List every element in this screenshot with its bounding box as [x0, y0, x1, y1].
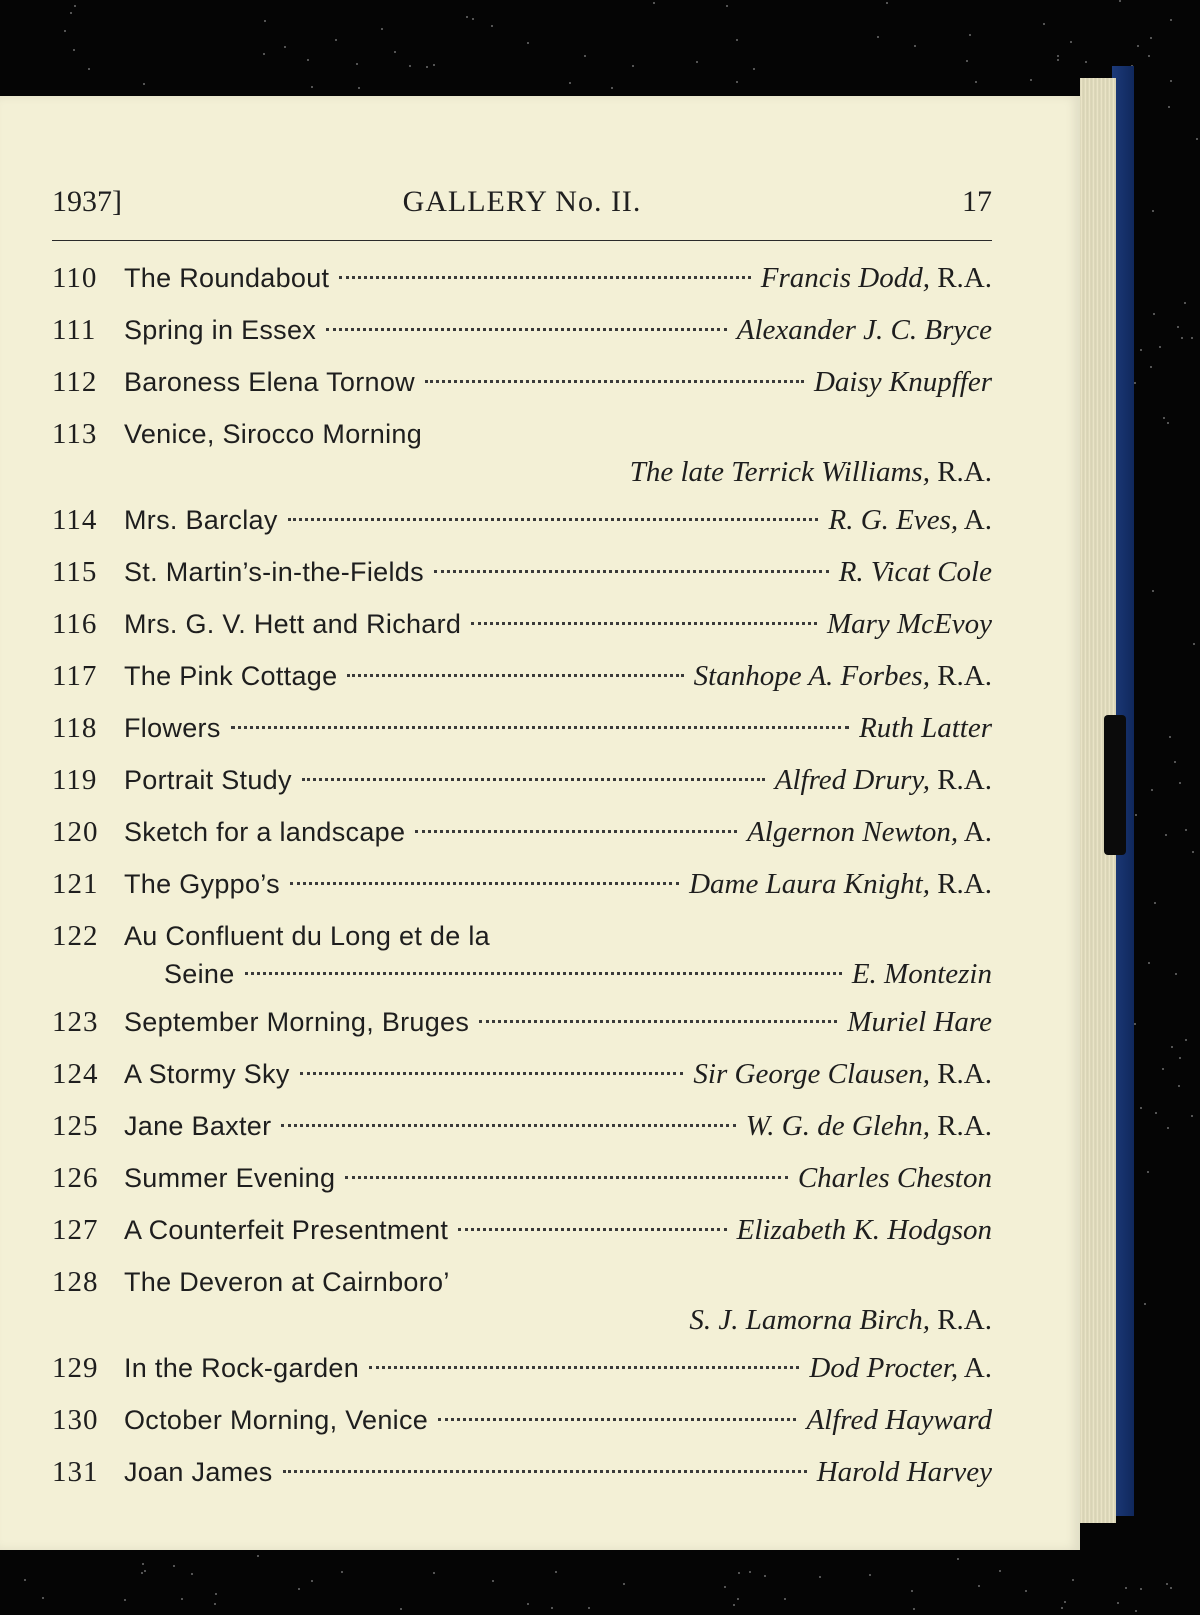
bookmark-ribbon: [1104, 715, 1126, 855]
dot-leader: [231, 726, 849, 729]
background-speck: [1125, 1587, 1127, 1589]
artist-name-text: E. Montezin: [851, 958, 992, 990]
background-speck: [555, 1571, 557, 1573]
artist-name: [694, 660, 992, 693]
dot-leader: [245, 972, 842, 975]
dot-leader: [283, 1470, 807, 1473]
work-title: Baroness Elena Tornow: [124, 367, 415, 397]
artist-name: [827, 608, 992, 641]
background-speck: [70, 12, 72, 14]
artist-honours: R.A.: [937, 1304, 992, 1336]
catalogue-entry: [52, 1404, 992, 1442]
artist-honours: A.: [963, 1352, 992, 1384]
background-speck: [1057, 55, 1059, 57]
work-title: The Gyppo’s: [124, 869, 280, 899]
catalogue-number: 115: [52, 556, 98, 588]
artist-name-text: Mary McEvoy: [826, 608, 992, 640]
background-speck: [472, 18, 474, 20]
background-speck: [1170, 1587, 1172, 1589]
background-speck: [1137, 45, 1139, 47]
background-speck: [409, 65, 411, 67]
background-speck: [1191, 1115, 1193, 1117]
background-speck: [24, 1579, 26, 1581]
dot-leader: [288, 518, 819, 521]
background-speck: [653, 2, 655, 4]
background-speck: [764, 1575, 766, 1577]
work-title: Mrs. G. V. Hett and Richard: [124, 609, 462, 639]
background-speck: [298, 1588, 300, 1590]
background-speck: [1178, 1085, 1180, 1087]
background-speck: [466, 16, 468, 18]
catalogue-entry: [52, 1058, 992, 1096]
background-speck: [1170, 80, 1172, 82]
background-speck: [1140, 349, 1142, 351]
artist-name-text: R. Vicat Cole: [838, 556, 992, 588]
artist-name: [852, 958, 992, 991]
work-title: In the Rock-garden: [124, 1353, 360, 1383]
background-speck: [957, 1558, 959, 1560]
artist-name-text: S. J. Lamorna Birch,: [689, 1304, 930, 1336]
artist-name-text: Alexander J. C. Bryce: [736, 314, 992, 346]
background-speck: [1174, 761, 1176, 763]
background-speck: [749, 1571, 751, 1573]
background-speck: [1196, 138, 1198, 140]
background-speck: [433, 1572, 435, 1574]
artist-name: [814, 366, 992, 399]
background-speck: [914, 45, 916, 47]
background-speck: [64, 30, 66, 32]
artist-name-text: Francis Dodd,: [760, 262, 930, 294]
background-speck: [1155, 1112, 1157, 1114]
artist-name: [693, 1058, 992, 1091]
artist-honours: R.A.: [937, 456, 992, 488]
background-speck: [1064, 1601, 1066, 1603]
background-speck: [1175, 973, 1177, 975]
background-speck: [1043, 23, 1045, 25]
dot-leader: [281, 1124, 735, 1127]
work-title: Venice, Sirocco Morning: [124, 419, 423, 449]
catalogue-number: 124: [52, 1058, 99, 1090]
background-speck: [726, 5, 728, 7]
background-speck: [1072, 1579, 1074, 1581]
artist-name-text: Sir George Clausen,: [693, 1058, 930, 1090]
catalogue-number: 118: [52, 712, 98, 744]
artist-name-text: Dod Procter,: [809, 1352, 959, 1384]
dot-leader: [458, 1228, 726, 1231]
catalogue-number: 125: [52, 1110, 99, 1142]
artist-name-text: Alfred Drury,: [774, 764, 930, 796]
background-speck: [978, 1585, 980, 1587]
catalogue-number: 119: [52, 764, 98, 796]
background-speck: [819, 1576, 821, 1578]
background-speck: [264, 20, 266, 22]
work-title: Joan James: [124, 1457, 273, 1487]
background-speck: [1148, 962, 1150, 964]
background-speck: [784, 1598, 786, 1600]
work-title: Flowers: [124, 713, 221, 743]
background-speck: [877, 36, 879, 38]
work-title: St. Martin’s-in-the-Fields: [124, 557, 424, 587]
artist-name-text: Elizabeth K. Hodgson: [736, 1214, 992, 1246]
background-speck: [173, 1565, 175, 1567]
work-title: The Deveron at Cairnboro’: [124, 1267, 450, 1297]
artist-name-text: Charles Cheston: [797, 1162, 992, 1194]
background-speck: [611, 87, 613, 89]
artist-name-text: The late Terrick Williams,: [629, 456, 930, 488]
background-speck: [74, 5, 76, 7]
background-speck: [191, 1573, 193, 1575]
work-title: Mrs. Barclay: [124, 505, 278, 535]
artist-name-text: Stanhope A. Forbes,: [693, 660, 930, 692]
background-speck: [733, 1604, 735, 1606]
catalogue-entry: [52, 366, 992, 404]
background-speck: [623, 1583, 625, 1585]
dot-leader: [369, 1366, 799, 1369]
background-speck: [911, 1590, 913, 1592]
background-speck: [1135, 1610, 1137, 1612]
artist-name: [859, 712, 992, 745]
artist-honours: R.A.: [937, 764, 992, 796]
dot-leader: [290, 882, 679, 885]
background-speck: [1152, 590, 1154, 592]
background-speck: [1119, 0, 1121, 2]
catalogue-entry: [52, 556, 992, 594]
artist-name: [817, 1456, 992, 1489]
background-speck: [999, 1570, 1001, 1572]
background-speck: [492, 1580, 494, 1582]
background-speck: [696, 61, 698, 63]
dot-leader: [415, 830, 737, 833]
dot-leader: [479, 1020, 837, 1023]
artist-honours: A.: [963, 816, 992, 848]
artist-name: [806, 1404, 992, 1437]
background-speck: [311, 1580, 313, 1582]
background-speck: [335, 39, 337, 41]
background-speck: [143, 83, 145, 85]
work-title: The Roundabout: [124, 263, 330, 293]
background-speck: [1070, 41, 1072, 43]
catalogue-entry: [52, 262, 992, 300]
header-title: GALLERY No. II.: [402, 185, 642, 218]
running-header: [52, 185, 992, 229]
work-title: Spring in Essex: [124, 315, 317, 345]
work-title: Jane Baxter: [124, 1111, 272, 1141]
catalogue-number: 130: [52, 1404, 99, 1436]
artist-name-text: R. G. Eves,: [828, 504, 959, 536]
background-speck: [1153, 313, 1155, 315]
catalogue-number: 131: [52, 1456, 99, 1488]
background-speck: [1168, 106, 1170, 108]
background-speck: [886, 2, 888, 4]
background-speck: [1030, 79, 1032, 81]
background-speck: [1179, 1057, 1181, 1059]
dot-leader: [302, 778, 765, 781]
background-speck: [263, 53, 265, 55]
background-speck: [214, 1603, 216, 1605]
background-speck: [569, 82, 571, 84]
catalogue-number: 120: [52, 816, 99, 848]
background-speck: [969, 34, 971, 36]
background-speck: [736, 39, 738, 41]
dot-leader: [345, 1176, 788, 1179]
background-speck: [588, 1607, 590, 1609]
work-title: September Morning, Bruges: [124, 1007, 470, 1037]
catalogue-entry: [52, 712, 992, 750]
work-title: Summer Evening: [124, 1163, 336, 1193]
background-speck: [1057, 59, 1059, 61]
background-speck: [307, 59, 309, 61]
artist-name: [630, 456, 992, 489]
artist-name-text: Daisy Knupffer: [813, 366, 992, 398]
background-speck: [632, 65, 634, 67]
artist-name: [775, 764, 992, 797]
background-speck: [1181, 337, 1183, 339]
background-speck: [584, 55, 586, 57]
background-speck: [1191, 337, 1193, 339]
catalogue-number: 128: [52, 1266, 99, 1298]
artist-honours: R.A.: [937, 660, 992, 692]
background-speck: [1144, 1303, 1146, 1305]
catalogue-entry: [52, 1214, 992, 1252]
background-speck: [1169, 736, 1171, 738]
background-speck: [400, 1608, 402, 1610]
work-title: Portrait Study: [124, 765, 292, 795]
artist-name: [809, 1352, 992, 1385]
artist-name: [689, 1304, 992, 1337]
catalogue-entry: [52, 504, 992, 542]
artist-name: [761, 262, 992, 295]
dot-leader: [438, 1418, 796, 1421]
background-speck: [1154, 902, 1156, 904]
background-speck: [1140, 1588, 1142, 1590]
background-speck: [124, 1599, 126, 1601]
background-speck: [1085, 61, 1087, 63]
background-speck: [42, 1597, 44, 1599]
artist-name-text: Dame Laura Knight,: [689, 868, 930, 900]
background-speck: [869, 1574, 871, 1576]
artist-name: [737, 1214, 992, 1247]
background-speck: [1193, 643, 1195, 645]
background-speck: [341, 1571, 343, 1573]
background-speck: [394, 51, 396, 53]
background-speck: [356, 63, 358, 65]
background-speck: [433, 64, 435, 66]
catalogue-entry: [52, 1162, 992, 1200]
artist-name: [747, 816, 992, 849]
catalogue-entry: [52, 816, 992, 854]
catalogue-entry: [52, 1006, 992, 1044]
catalogue-entry: [52, 608, 992, 646]
catalogue-entry: [52, 1110, 992, 1148]
dot-leader: [347, 674, 683, 677]
background-speck: [753, 68, 755, 70]
artist-name-text: Muriel Hare: [847, 1006, 992, 1038]
artist-name-text: Ruth Latter: [859, 712, 992, 744]
catalogue-entry: [52, 1266, 992, 1338]
artist-name-text: W. G. de Glehn,: [745, 1110, 930, 1142]
artist-honours: R.A.: [937, 1110, 992, 1142]
artist-name: [839, 556, 992, 589]
page-number: 17: [962, 185, 992, 218]
background-speck: [527, 1603, 529, 1605]
background-speck: [1177, 326, 1179, 328]
background-speck: [311, 86, 313, 88]
dot-leader: [326, 328, 727, 331]
dot-leader: [339, 276, 750, 279]
catalogue-number: 121: [52, 868, 99, 900]
catalogue-entry: [52, 764, 992, 802]
background-speck: [738, 1572, 740, 1574]
catalogue-number: 127: [52, 1214, 99, 1246]
catalogue-number: 129: [52, 1352, 99, 1384]
artist-name: [847, 1006, 992, 1039]
background-speck: [1134, 382, 1136, 384]
background-speck: [1152, 210, 1154, 212]
catalogue-entry: [52, 660, 992, 698]
background-speck: [1162, 1068, 1164, 1070]
artist-name: [828, 504, 992, 537]
dot-leader: [425, 380, 804, 383]
catalogue-entry: [52, 920, 992, 992]
background-speck: [88, 68, 90, 70]
background-speck: [1171, 1046, 1173, 1048]
background-speck: [1167, 422, 1169, 424]
background-speck: [1134, 1023, 1136, 1025]
background-speck: [1148, 55, 1150, 57]
catalogue-entry: [52, 1456, 992, 1494]
background-speck: [1185, 829, 1187, 831]
background-speck: [1117, 1602, 1119, 1604]
background-speck: [1163, 417, 1165, 419]
background-speck: [1166, 1583, 1168, 1585]
catalogue-number: 110: [52, 262, 98, 294]
header-year: 1937]: [52, 185, 122, 218]
background-speck: [966, 60, 968, 62]
background-speck: [527, 42, 529, 44]
catalogue-number: 122: [52, 920, 99, 952]
dot-leader: [300, 1072, 684, 1075]
work-title: Sketch for a landscape: [124, 817, 406, 847]
artist-honours: A.: [963, 504, 992, 536]
background-speck: [1150, 37, 1152, 39]
background-speck: [257, 1555, 259, 1557]
background-speck: [358, 87, 360, 89]
artist-name: [689, 868, 992, 901]
artist-name: [798, 1162, 992, 1195]
catalogue-number: 116: [52, 608, 98, 640]
artist-name-text: Algernon Newton,: [747, 816, 959, 848]
artist-honours: R.A.: [937, 868, 992, 900]
dot-leader: [434, 570, 829, 573]
catalogue-entry: [52, 418, 992, 490]
catalogue-entry: [52, 868, 992, 906]
background-speck: [426, 66, 428, 68]
artist-honours: R.A.: [937, 1058, 992, 1090]
background-speck: [1170, 19, 1172, 21]
background-speck: [1025, 1590, 1027, 1592]
catalogue-entry: [52, 314, 992, 352]
artist-name: [737, 314, 992, 347]
background-speck: [1185, 1039, 1187, 1041]
background-speck: [381, 28, 383, 30]
work-title: A Stormy Sky: [124, 1059, 290, 1089]
background-speck: [1135, 814, 1137, 816]
background-speck: [1151, 789, 1153, 791]
background-speck: [73, 49, 75, 51]
background-speck: [1150, 366, 1152, 368]
catalogue-number: 117: [52, 660, 98, 692]
work-title: A Counterfeit Presentment: [124, 1215, 449, 1245]
artist-name: [746, 1110, 992, 1143]
catalogue-number: 126: [52, 1162, 99, 1194]
background-speck: [1061, 1607, 1063, 1609]
background-speck: [141, 1572, 143, 1574]
catalogue-list: [52, 262, 992, 1508]
work-title: October Morning, Venice: [124, 1405, 429, 1435]
background-speck: [1179, 782, 1181, 784]
catalogue-number: 114: [52, 504, 98, 536]
catalogue-number: 112: [52, 366, 98, 398]
artist-name-text: Alfred Hayward: [806, 1404, 992, 1436]
background-speck: [1167, 1127, 1169, 1129]
background-speck: [913, 1608, 915, 1610]
artist-name-text: Harold Harvey: [816, 1456, 992, 1488]
background-speck: [736, 81, 738, 83]
header-rule: [52, 240, 992, 241]
background-speck: [284, 46, 286, 48]
background-speck: [1184, 302, 1186, 304]
background-speck: [551, 1607, 553, 1609]
work-title: The Pink Cottage: [124, 661, 338, 691]
background-speck: [181, 1598, 183, 1600]
background-speck: [215, 1593, 217, 1595]
background-speck: [1140, 1107, 1142, 1109]
catalogue-number: 113: [52, 418, 98, 450]
background-speck: [144, 1570, 146, 1572]
work-title-continued: Seine: [164, 959, 235, 989]
background-speck: [1159, 346, 1161, 348]
catalogue-number: 111: [52, 314, 97, 346]
background-speck: [737, 1598, 739, 1600]
background-speck: [491, 25, 493, 27]
background-speck: [142, 1563, 144, 1565]
dot-leader: [471, 622, 817, 625]
work-title: Au Confluent du Long et de la: [124, 921, 490, 951]
background-speck: [975, 81, 977, 83]
catalogue-entry: [52, 1352, 992, 1390]
background-speck: [724, 1586, 726, 1588]
background-speck: [1147, 1171, 1149, 1173]
artist-honours: R.A.: [937, 262, 992, 294]
background-speck: [1192, 851, 1194, 853]
background-speck: [1165, 834, 1167, 836]
catalogue-number: 123: [52, 1006, 99, 1038]
